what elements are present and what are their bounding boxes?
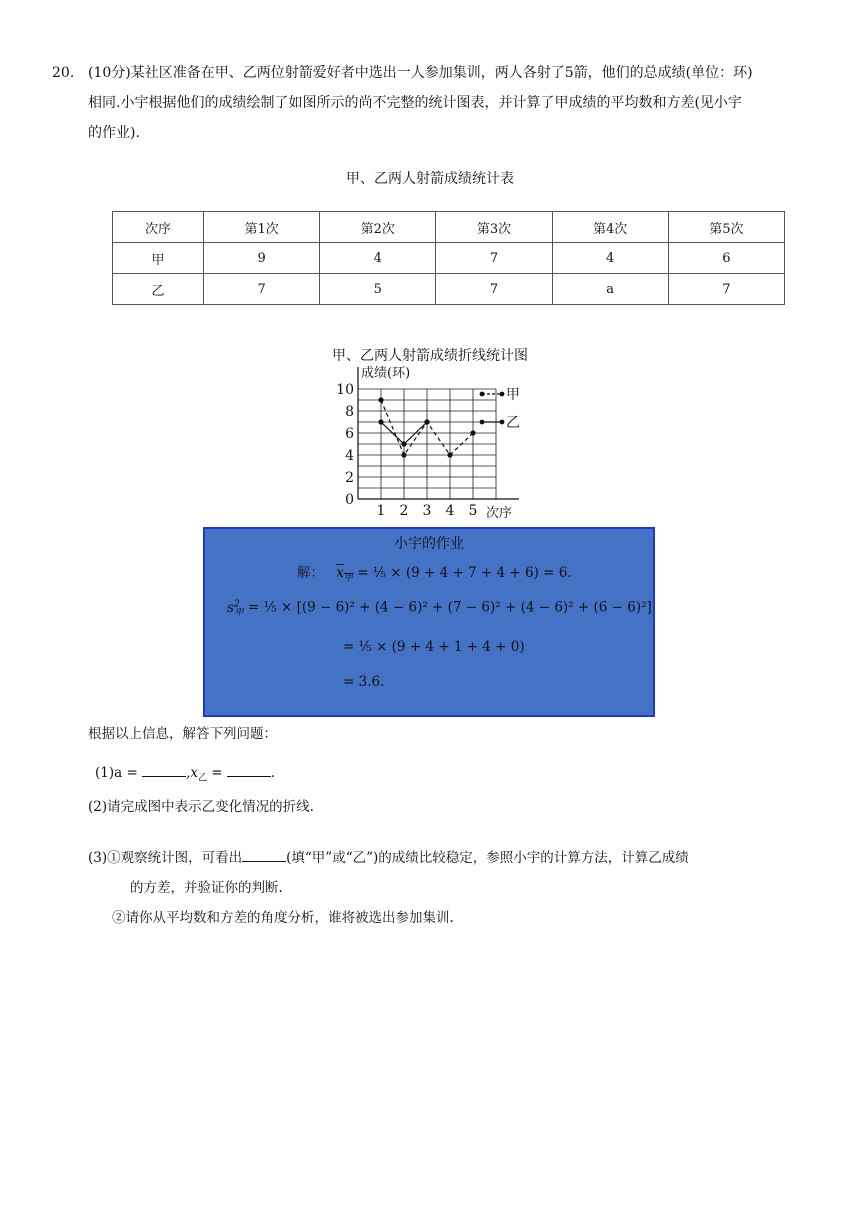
- answer-blank-a[interactable]: [142, 762, 186, 777]
- table-cell: 6: [668, 243, 784, 274]
- question-3-1-cont: 的方差，并验证你的判断.: [130, 880, 283, 896]
- variance-step-2: = ⅕ × (9 + 4 + 1 + 4 + 0): [343, 639, 525, 655]
- question-2: (2)请完成图中表示乙变化情况的折线.: [88, 799, 314, 815]
- table-cell: 4: [320, 243, 436, 274]
- table-cell: 乙: [113, 274, 204, 305]
- problem-line-2: 相同.小宇根据他们的成绩绘制了如图所示的尚不完整的统计图表，并计算了甲成绩的平均数和方差(见小宇: [88, 95, 742, 111]
- legend-marker: [480, 420, 485, 425]
- y-tick-label: 8: [345, 404, 354, 420]
- answer-blank-x[interactable]: [227, 762, 271, 777]
- q1-prefix: (1)a =: [95, 765, 143, 781]
- mean-expression: = ⅕ × (9 + 4 + 7 + 4 + 6) = 6.: [357, 565, 572, 581]
- legend-label: 乙: [506, 415, 520, 431]
- table-cell: 甲: [113, 243, 204, 274]
- problem-number: 20.: [52, 65, 75, 81]
- variance-symbol: $s^2_甲$: [227, 599, 244, 619]
- q3-1-part-b: (填“甲”或“乙”)的成绩比较稳定，参照小宇的计算方法，计算乙成绩: [286, 850, 689, 866]
- data-point: [424, 419, 429, 424]
- x-tick-label: 4: [445, 503, 455, 519]
- table-row: [113, 243, 785, 274]
- scores-table: [112, 211, 785, 305]
- data-point: [447, 452, 452, 457]
- table-cell: a: [552, 274, 668, 305]
- data-point: [378, 397, 383, 402]
- table-header-cell: 第1次: [204, 212, 320, 243]
- x-tick-label: 3: [422, 503, 432, 519]
- variance-step-3: = 3.6.: [343, 674, 385, 690]
- variance-line: [227, 599, 652, 618]
- data-point: [401, 441, 406, 446]
- table-title: 甲、乙两人射箭成绩统计表: [346, 171, 514, 187]
- chart-title: 甲、乙两人射箭成绩折线统计图: [332, 348, 528, 364]
- data-point: [401, 452, 406, 457]
- legend-marker: [480, 392, 485, 397]
- table-cell: 5: [320, 274, 436, 305]
- table-header-cell: 第2次: [320, 212, 436, 243]
- y-axis-label: 成绩(环): [361, 366, 411, 381]
- q1-end: .: [270, 765, 276, 781]
- table-header-cell: 第5次: [668, 212, 784, 243]
- y-tick-label: 2: [345, 470, 354, 486]
- table-cell: 7: [668, 274, 784, 305]
- mean-line: [297, 561, 572, 584]
- problem-line-1: (10分)某社区准备在甲、乙两位射箭爱好者中选出一人参加集训，两人各射了5箭，他们的总成绩(单位：环): [88, 65, 753, 81]
- table-header-cell: 次序: [113, 212, 204, 243]
- data-point: [378, 419, 383, 424]
- table-cell: 4: [552, 243, 668, 274]
- questions-intro: 根据以上信息，解答下列问题：: [88, 726, 277, 742]
- y-tick-label: 4: [345, 448, 354, 464]
- q1-eq: =: [207, 765, 227, 781]
- line-chart: [330, 362, 530, 522]
- problem-line-3: 的作业).: [88, 125, 140, 141]
- mean-symbol: $x_甲$: [336, 565, 353, 584]
- table-cell: 9: [204, 243, 320, 274]
- x-axis-label: 次序: [486, 506, 513, 521]
- table-row: [113, 274, 785, 305]
- y-tick-label: 0: [345, 492, 354, 508]
- legend-label: 甲: [506, 387, 520, 403]
- table-cell: 7: [204, 274, 320, 305]
- homework-title: 小宇的作业: [394, 536, 464, 552]
- y-tick-label: 6: [345, 426, 354, 442]
- y-tick-label: 10: [336, 382, 354, 398]
- chart-grid: [358, 389, 496, 499]
- table-header-row: [113, 212, 785, 243]
- x-tick-label: 1: [376, 503, 386, 519]
- q3-1-part-a: (3)①观察统计图，可看出: [88, 850, 243, 866]
- data-point: [470, 430, 475, 435]
- answer-blank-stable[interactable]: [242, 847, 286, 862]
- table-header-cell: 第4次: [552, 212, 668, 243]
- solve-label: 解：: [297, 565, 324, 581]
- q1-sub: 乙: [197, 773, 207, 784]
- variance-expression: = ⅕ × [(9 − 6)² + (4 − 6)² + (7 − 6)² + (4 − 6)² + (6 − 6)²]: [247, 599, 652, 616]
- problem-statement: [52, 58, 822, 150]
- chart-legend: [480, 387, 520, 431]
- x-tick-label: 2: [399, 503, 409, 519]
- q1-mid: ,x: [186, 765, 198, 781]
- table-cell: 7: [436, 243, 552, 274]
- legend-marker: [500, 420, 505, 425]
- homework-box: [203, 527, 655, 717]
- table-cell: 7: [436, 274, 552, 305]
- table-header-cell: 第3次: [436, 212, 552, 243]
- x-tick-label: 5: [468, 503, 478, 519]
- question-3-2: ②请你从平均数和方差的角度分析，谁将被选出参加集训.: [112, 910, 454, 926]
- legend-marker: [500, 392, 505, 397]
- question-1: [95, 762, 275, 784]
- question-3-1: [88, 846, 689, 866]
